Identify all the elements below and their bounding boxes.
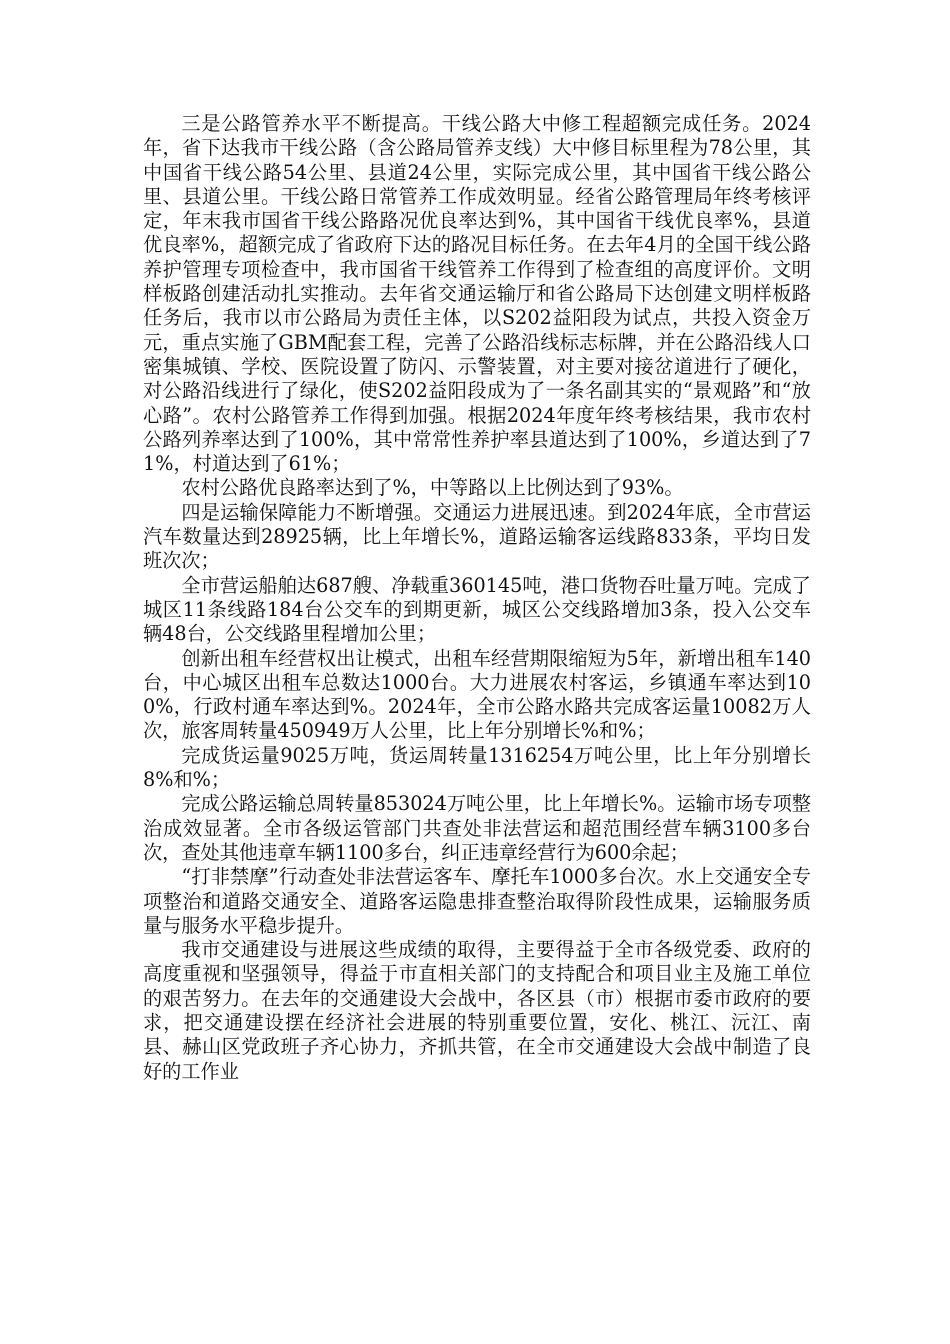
paragraph-taxi-and-passenger: 创新出租车经营权出让模式，出租车经营期限缩短为5年，新增出租车140台，中心城区出租车总数达1000台。大力进展农村客运，乡镇通车率达到100%，行政村通车率达到%。2024年，全市公路水路共完成客运量10082万人次，旅客周转量450949万人公里，比上年分别增长%和%； <box>143 646 811 743</box>
paragraph-rural-road-quality: 农村公路优良路率达到了%，中等路以上比例达到了93%。 <box>181 476 684 500</box>
paragraph-ships-and-buses: 全市营运船舶达687艘、净载重360145吨，港口货物吞吐量万吨。完成了城区11条线路184台公交车的到期更新，城区公交线路增加3条，投入公交车辆48台，公交线路里程增加公里； <box>143 573 811 646</box>
document-body <box>143 112 811 1084</box>
paragraph-freight-volume: 完成货运量9025万吨，货运周转量1316254万吨公里，比上年分别增长8%和%； <box>143 743 811 792</box>
paragraph-market-rectification: 完成公路运输总周转量853024万吨公里，比上年增长%。运输市场专项整治成效显著。全市各级运管部门共查处非法营运和超范围经营车辆3100多台次，查处其他违章车辆1100多台，纠正违章经营行为600余起； <box>143 792 811 864</box>
paragraph-safety-rectification: “打非禁摩”行动查处非法营运客车、摩托车1000多台次。水上交通安全专项整治和道路交通安全、道路客运隐患排查整治取得阶段性成果，运输服务质量与服务水平稳步提升。 <box>143 865 811 937</box>
paragraph-transport-capacity: 四是运输保障能力不断增强。交通运力进展迅速。到2024年底，全市营运汽车数量达到28925辆，比上年增长%，道路运输客运线路833条，平均日发班次次； <box>143 500 811 573</box>
paragraph-road-maintenance: 三是公路管养水平不断提高。干线公路大中修工程超额完成任务。2024年，省下达我市干线公路（含公路局管养支线）大中修目标里程为78公里，其中国省干线公路54公里、县道24公里，实际完成公里，其中国省干线公路公里、县道公里。干线公路日常管养工作成效明显。经省公路管理局年终考核评定，年末我市国省干线公路路况优良率达到%，其中国省干线优良率%，县道优良率%，超额完成了省政府下达的路况目标任务。在去年4月的全国干线公路养护管理专项检查中，我市国省干线管养工作得到了检查组的高度评价。文明样板路创建活动扎实推动。去年省交通运输厅和省公路局下达创建文明样板路任务后，我市以市公路局为责任主体，以S202益阳段为试点，共投入资金万元，重点实施了GBM配套工程，完善了公路沿线标志标牌，并在公路沿线人口密集城镇、学校、医院设置了防闪、示警装置，对主要对接岔道进行了硬化，对公路沿线进行了绿化，使S202益阳段成为了一条名副其实的“景观路”和“放心路”。农村公路管养工作得到加强。根据2024年度年终考核结果，我市农村公路列养率达到了100%，其中常常性养护率县道达到了100%，乡道达到了71%，村道达到了61%； <box>143 112 811 476</box>
paragraph-achievements: 我市交通建设与进展这些成绩的取得，主要得益于全市各级党委、政府的高度重视和坚强领导，得益于市直相关部门的支持配合和项目业主及施工单位的艰苦努力。在去年的交通建设大会战中，各区县（市）根据市委市政府的要求，把交通建设摆在经济社会进展的特别重要位置，安化、桃江、沅江、南县、赫山区党政班子齐心协力，齐抓共管，在全市交通建设大会战中制造了良好的工作业 <box>143 938 811 1083</box>
